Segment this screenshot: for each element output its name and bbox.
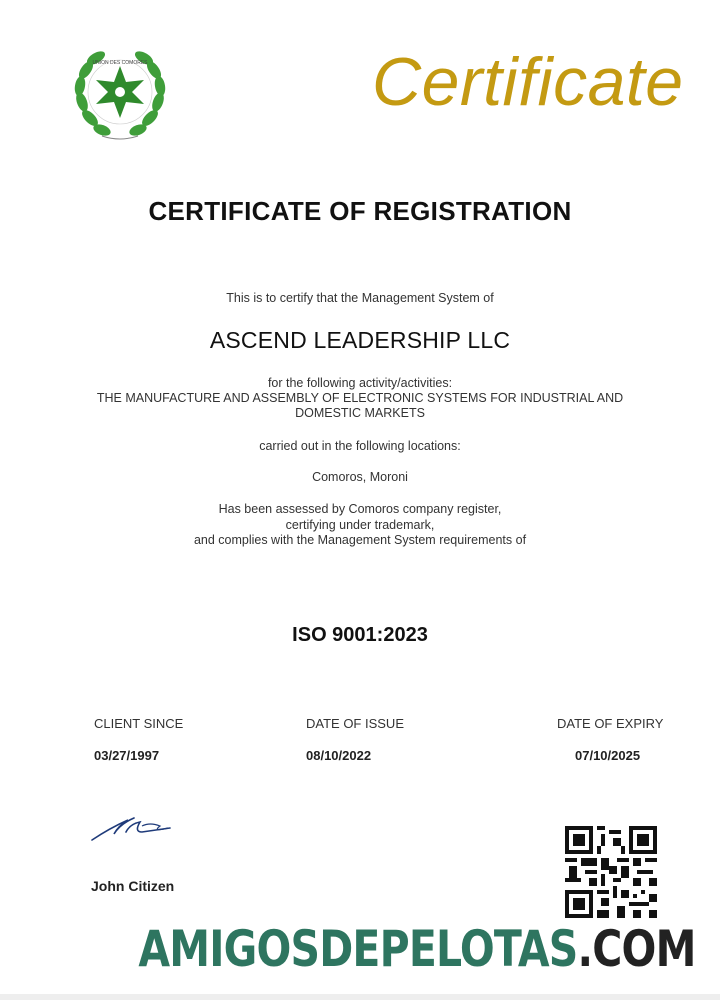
locations-label: carried out in the following locations: xyxy=(259,439,461,453)
bottom-divider xyxy=(0,994,720,1000)
activity-label: for the following activity/activities: xyxy=(267,376,453,390)
assessment-line-2: certifying under trademark, xyxy=(285,518,435,532)
intro-text: This is to certify that the Management System of xyxy=(226,291,494,305)
date-of-expiry-value: 07/10/2025 xyxy=(575,748,641,763)
date-of-issue-label: DATE OF ISSUE xyxy=(306,716,404,731)
date-of-issue-value: 08/10/2022 xyxy=(306,748,372,763)
svg-text:UNION DES COMORES: UNION DES COMORES xyxy=(92,60,148,66)
assessment-line-3: and complies with the Management System requirements of xyxy=(193,533,527,547)
certificate-title: CERTIFICATE OF REGISTRATION xyxy=(148,196,572,226)
signature-icon xyxy=(90,810,180,846)
qr-code-icon xyxy=(565,826,657,918)
brand-title: Certificate xyxy=(372,44,684,120)
date-of-expiry-label: DATE OF EXPIRY xyxy=(557,716,664,731)
signer-name: John Citizen xyxy=(91,878,175,894)
watermark-link xyxy=(138,920,696,978)
activity-line-2: DOMESTIC MARKETS xyxy=(295,406,425,420)
company-name: ASCEND LEADERSHIP LLC xyxy=(209,327,511,353)
activity-line-1: THE MANUFACTURE AND ASSEMBLY OF ELECTRONIC SYSTEMS FOR INDUSTRIAL AND xyxy=(96,391,624,405)
location-value: Comoros, Moroni xyxy=(312,470,408,484)
iso-standard: ISO 9001:2023 xyxy=(292,624,428,646)
watermark-suffix: .COM xyxy=(577,920,696,978)
client-since-label: CLIENT SINCE xyxy=(94,716,184,731)
client-since-value: 03/27/1997 xyxy=(94,748,160,763)
union-des-comores-emblem-icon xyxy=(68,42,172,146)
assessment-line-1: Has been assessed by Comoros company register, xyxy=(218,502,502,516)
watermark-main: AMIGOSDEPELOTAS xyxy=(138,920,578,978)
